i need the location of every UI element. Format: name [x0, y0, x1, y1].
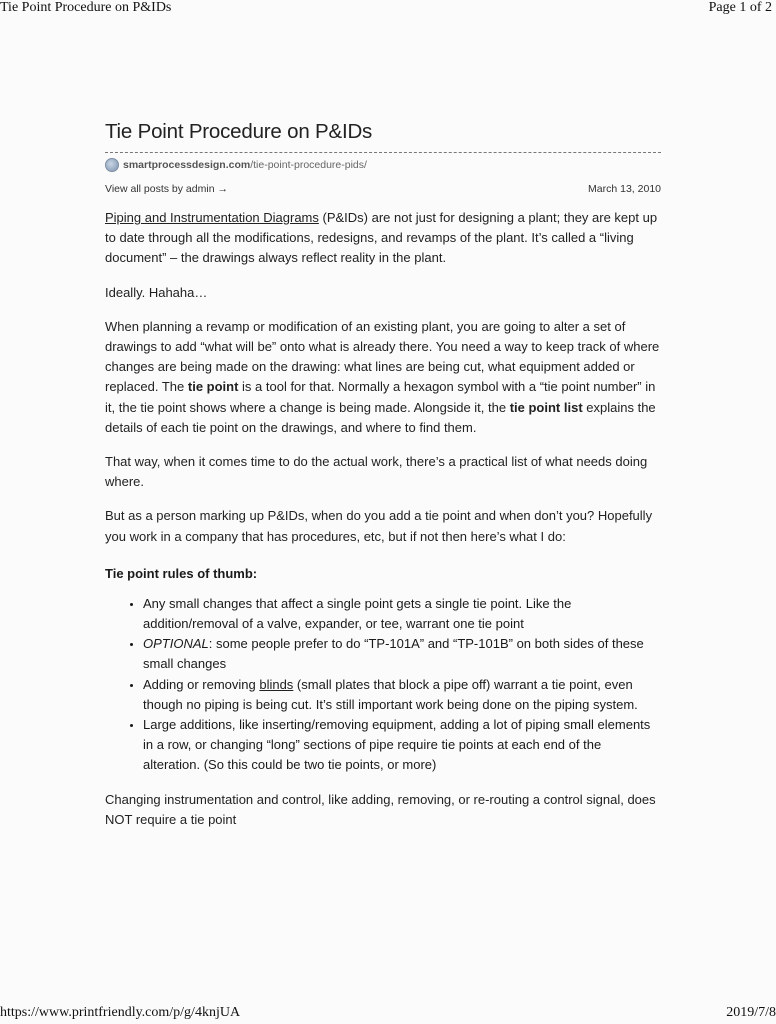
- print-header-title: Tie Point Procedure on P&IDs: [0, 0, 172, 15]
- print-header: [0, 0, 772, 16]
- post-date: March 13, 2010: [588, 183, 661, 195]
- article-title: Tie Point Procedure on P&IDs: [105, 120, 373, 143]
- paragraph-1: [105, 208, 661, 269]
- paragraph-4: That way, when it comes time to do the actual work, there’s a practical list of what needs doing where.: [105, 454, 648, 490]
- list-item: • Large additions, like inserting/removing equipment, adding a lot of piping small elements in a row, or changing “long” sections of pipe require tie points at each end of the alteration. (So this could be two tie points, or more): [143, 715, 661, 776]
- meta-row: [105, 183, 661, 195]
- paragraph-1-text: (P&IDs) are not just for designing a plant; they are kept up to date through all the modifications, redesigns, and revamps of the plant. It’s called a “living document” – the drawings always reflect reality in the plant.: [105, 210, 658, 266]
- paragraph-5: But as a person marking up P&IDs, when do you add a tie point and when don’t you? Hopefully you work in a company that has procedures, etc, but if not then here’s what I do:: [105, 508, 653, 544]
- optional-label: OPTIONAL: [143, 636, 209, 652]
- title-divider: [105, 152, 661, 153]
- paragraph-3-c: is a tool for that. Normally a hexagon symbol with a “tie point number” in it, the tie point shows where a change is being made. Alongside it, the: [105, 379, 656, 415]
- list-item: [143, 634, 661, 674]
- list-item: [143, 675, 661, 715]
- pid-link[interactable]: Piping and Instrumentation Diagrams: [105, 210, 319, 225]
- tie-point-bold: tie point: [187, 379, 239, 395]
- paragraph-3: [105, 317, 661, 438]
- globe-icon: [105, 158, 119, 172]
- paragraph-2: Ideally. Hahaha…: [105, 284, 208, 300]
- list-item: • Any small changes that affect a single point gets a single tie point. Like the addition/removal of a valve, expander, or tee, warrant one tie point: [143, 594, 661, 634]
- print-header-page: Page 1 of 2: [708, 0, 772, 15]
- print-footer-url: https://www.printfriendly.com/p/g/4knjUA: [0, 1005, 241, 1020]
- print-footer: [0, 1005, 776, 1021]
- tie-point-list-bold: tie point list: [509, 399, 583, 415]
- print-footer-date: 2019/7/8: [726, 1005, 776, 1020]
- paragraph-3-a: When planning a revamp or modification of an existing plant, you are going to alter a set of drawings to add “what will be” onto what is already there. You need a way to keep track of where changes are being made on the drawing: what lines are being cut, what equipment added or replaced. The: [105, 318, 660, 395]
- paragraph-3-e: explains the details of each tie point on the drawings, and where to find them.: [105, 399, 656, 435]
- source-row: [105, 158, 661, 172]
- article: [105, 120, 661, 844]
- source-path[interactable]: /tie-point-procedure-pids/: [250, 159, 367, 171]
- view-all-posts-link[interactable]: View all posts by admin →: [105, 183, 228, 195]
- rules-list: [105, 594, 661, 776]
- source-domain[interactable]: smartprocessdesign.com: [123, 159, 251, 171]
- blinds-link[interactable]: blinds: [259, 676, 294, 692]
- list-item-text: Adding or removing: [143, 676, 260, 692]
- paragraph-6: Changing instrumentation and control, like adding, removing, or re-routing a control signal, does NOT require a tie point: [105, 791, 656, 827]
- list-item-text: (small plates that block a pipe off) warrant a tie point, even though no piping is being cut. It’s still important work being done on the piping system.: [143, 676, 638, 712]
- list-item-text: : some people prefer to do “TP-101A” and “TP-101B” on both sides of these small changes: [143, 636, 644, 672]
- rules-title: Tie point rules of thumb:: [105, 565, 258, 581]
